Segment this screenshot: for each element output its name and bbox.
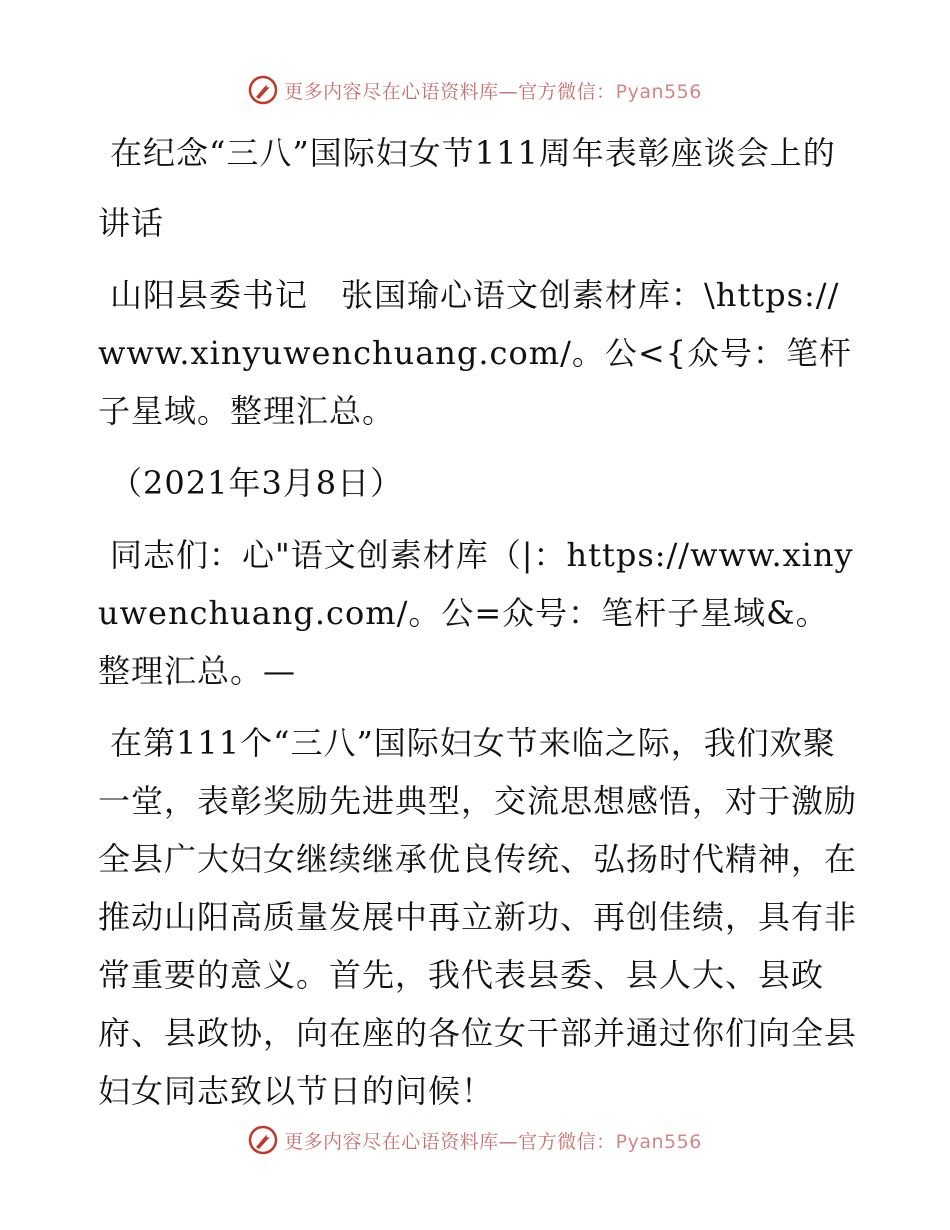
footer-wechat-id: Pyan556 <box>615 1130 702 1153</box>
speech-date: （2021年3月8日） <box>110 464 404 502</box>
footer-banner <box>0 1120 950 1160</box>
header-banner-text <box>284 77 702 104</box>
pen-nib-logo-icon <box>248 75 278 105</box>
body-paragraph: 在第111个“三八”国际妇女节来临之际，我们欢聚一堂，表彰奖励先进典型，交流思想感悟，对于激励全县广大妇女继续继承优良传统、弘扬时代精神，在推动山阳高质量发展中再立新功、再创佳绩，具有非常重要的意义。首先，我代表县委、县人大、县政府、县政协，向在座的各位女干部并通过你们向全县妇女同志致以节日的问候！ <box>98 724 858 1110</box>
footer-banner-text <box>284 1127 702 1154</box>
header-wechat-id: Pyan556 <box>615 80 702 103</box>
document-body <box>98 118 858 1134</box>
footer-banner-label: 更多内容尽在心语资料库—官方微信： <box>284 1130 616 1153</box>
salutation: 同志们：心"语文创素材库（|：https://www.xinyuwenchuang.com/。公=众号：笔杆子星域&。整理汇总。— <box>98 536 854 690</box>
header-banner <box>0 70 950 110</box>
author-line: 山阳县委书记 张国瑜心语文创素材库：\https://www.xinyuwenchuang.com/。公<{众号：笔杆子星域。整理汇总。 <box>98 276 853 430</box>
header-banner-label: 更多内容尽在心语资料库—官方微信： <box>284 80 616 103</box>
pen-nib-logo-icon <box>248 1125 278 1155</box>
document-title: 在纪念“三八”国际妇女节111周年表彰座谈会上的讲话 <box>98 134 836 242</box>
